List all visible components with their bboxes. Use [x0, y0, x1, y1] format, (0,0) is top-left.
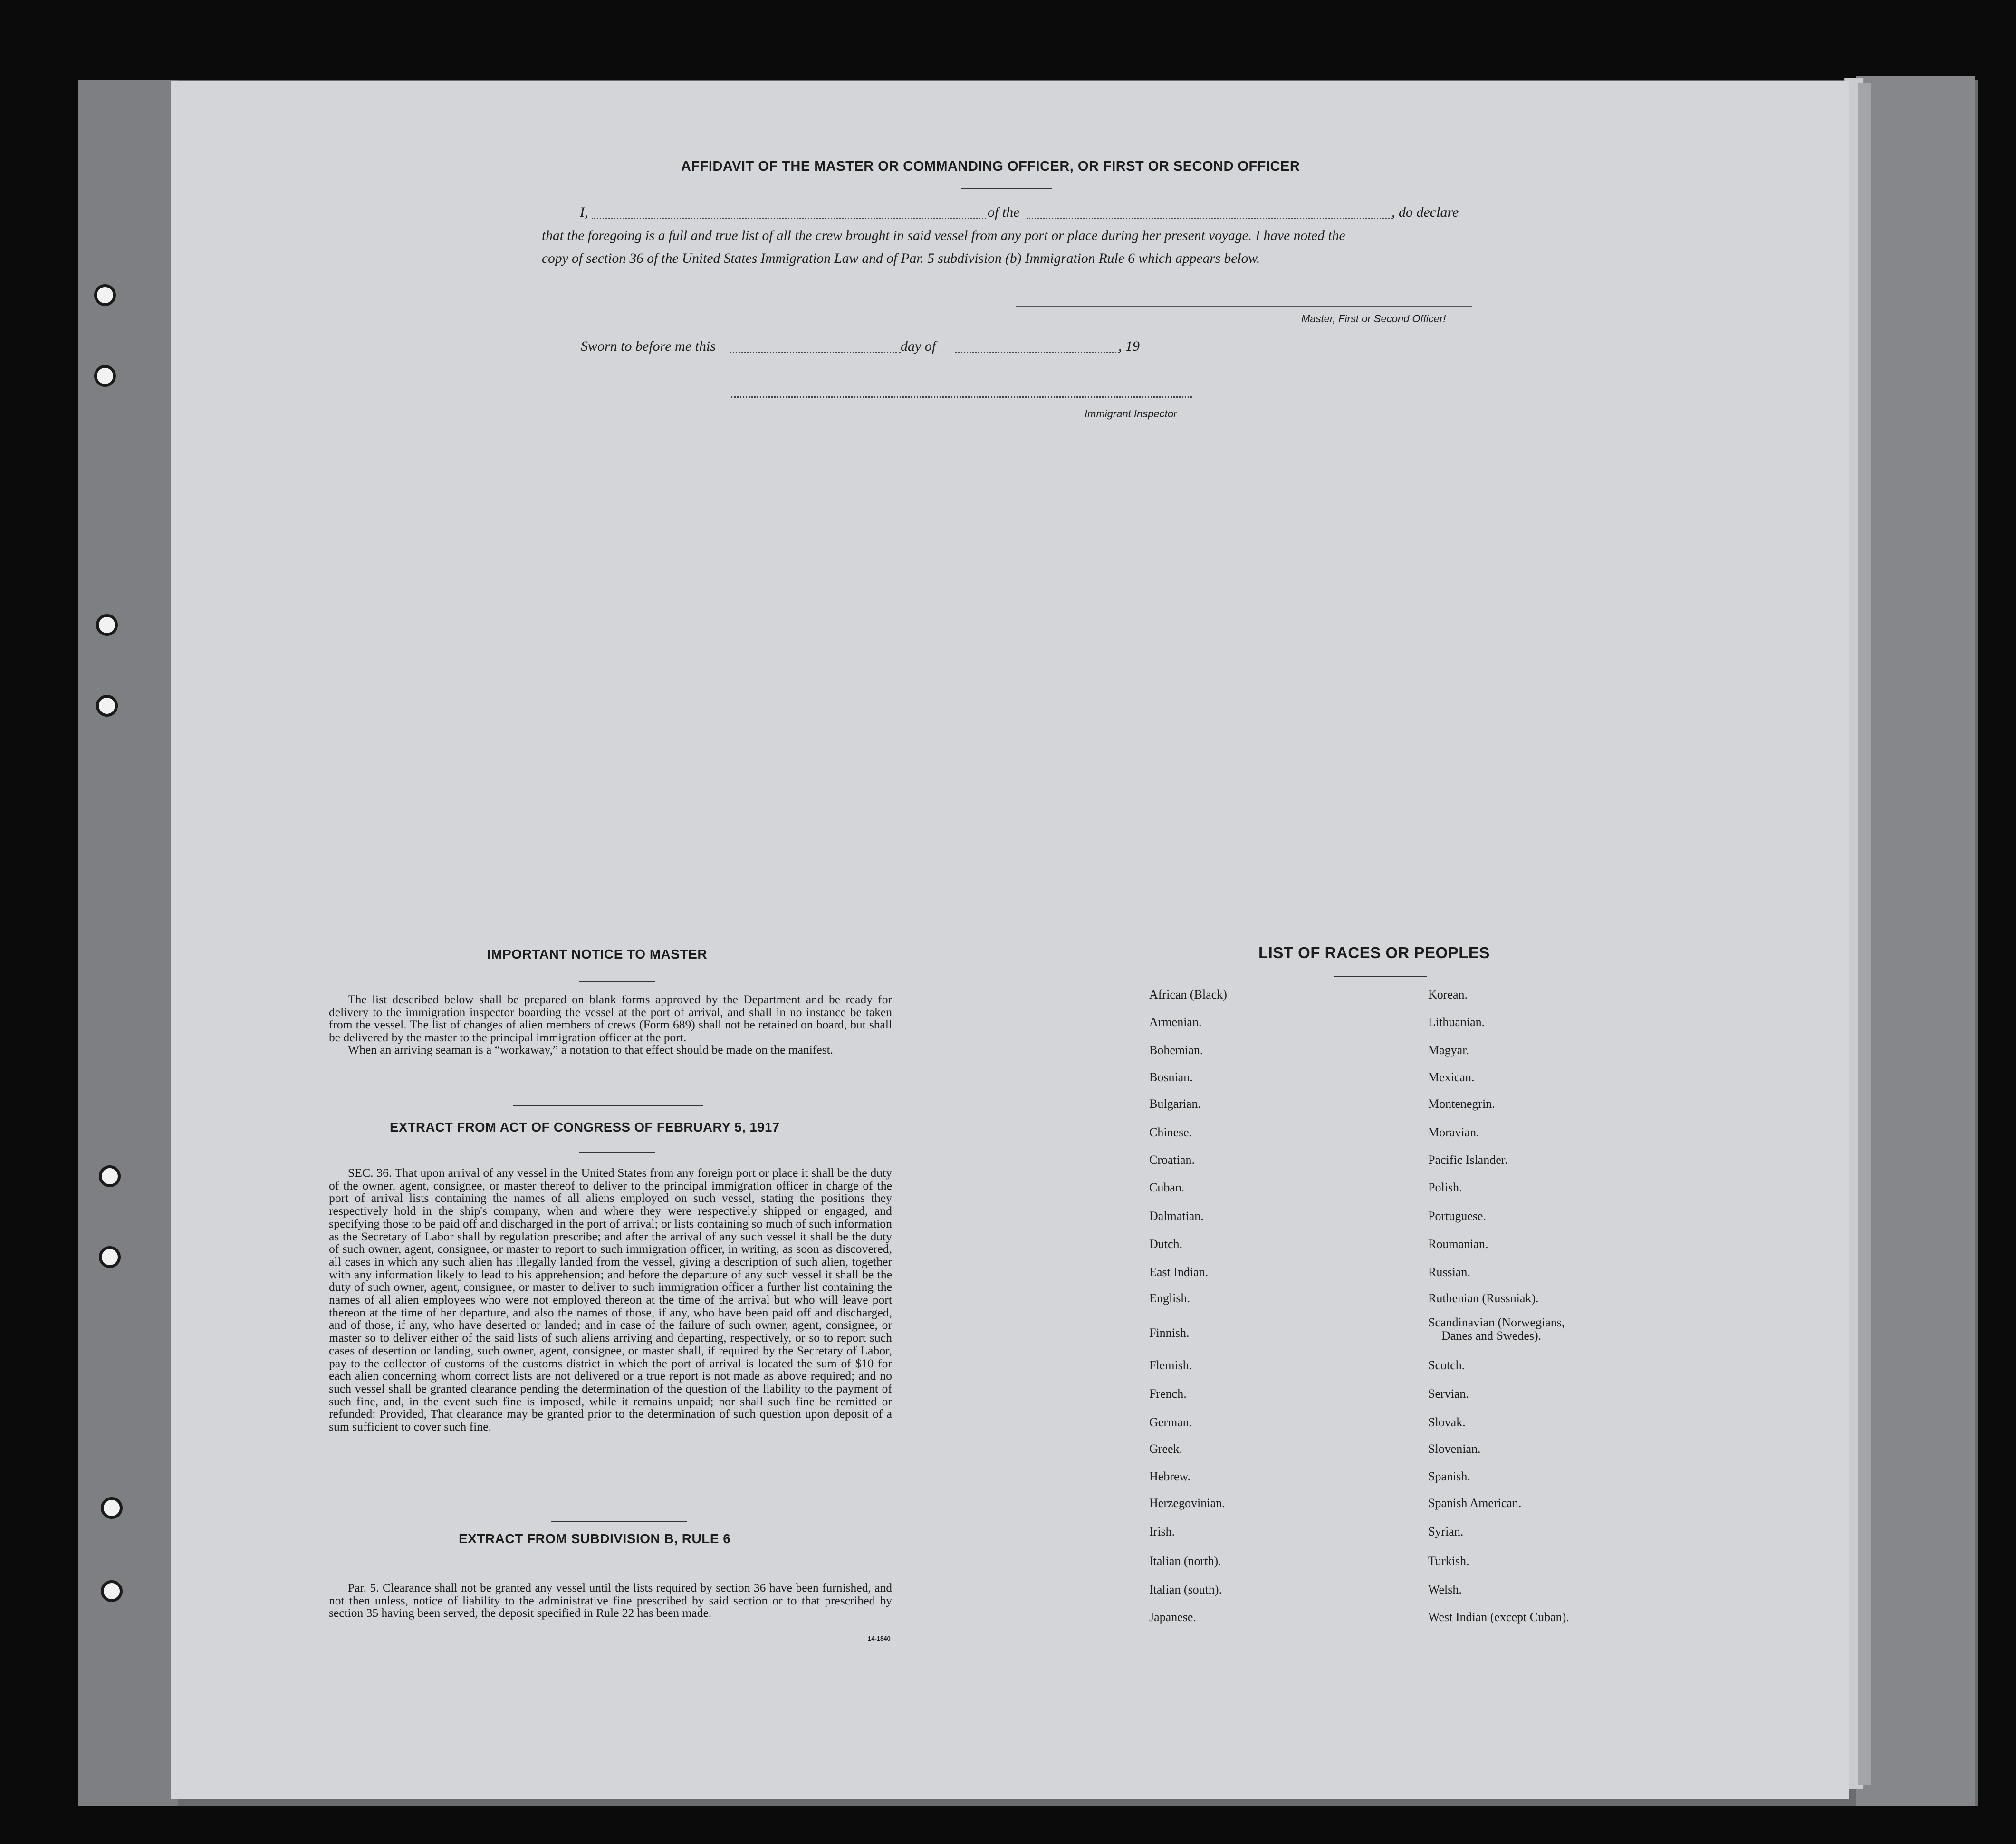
- race-list-item: Scandinavian (Norwegians,: [1428, 1316, 1565, 1329]
- extract-divider: [579, 1152, 655, 1153]
- affidavit-heading: AFFIDAVIT OF THE MASTER OR COMMANDING OFFICER, OR FIRST OR SECOND OFFICER: [681, 159, 1300, 174]
- extract-act-heading: EXTRACT FROM ACT OF CONGRESS OF FEBRUARY 5, 1917: [390, 1120, 780, 1134]
- race-list-item: Japanese.: [1149, 1610, 1196, 1624]
- race-list-item: Hebrew.: [1149, 1469, 1191, 1483]
- year-label: , 19: [1118, 338, 1140, 354]
- affidavit-statement-line: that the foregoing is a full and true list of all the crew brought in said vessel from any port or place during her present voyage. I have noted the: [542, 228, 1345, 243]
- day-of-label: day of: [901, 338, 936, 354]
- race-list-item: Irish.: [1149, 1525, 1175, 1538]
- race-list-item: Portuguese.: [1428, 1209, 1487, 1223]
- race-list-item: Moravian.: [1428, 1125, 1479, 1139]
- race-list-item: Flemish.: [1149, 1358, 1192, 1372]
- race-list-item: Servian.: [1428, 1387, 1469, 1401]
- vessel-blank: [1027, 218, 1392, 219]
- race-list-item: Cuban.: [1149, 1181, 1185, 1194]
- race-list-item: Russian.: [1428, 1265, 1470, 1279]
- races-divider: [1334, 976, 1427, 977]
- binder-hole-icon: [101, 1580, 123, 1602]
- race-list-item: African (Black): [1149, 988, 1227, 1001]
- race-list-item: Greek.: [1149, 1442, 1183, 1456]
- page-stack-edge-inner: [1858, 83, 1871, 1785]
- document-page: [171, 81, 1849, 1799]
- binder-hole-icon: [94, 365, 116, 387]
- race-list-item: Spanish American.: [1428, 1496, 1522, 1510]
- notice-paragraph: When an arriving seaman is a “workaway,” a notation to that effect should be made on the manifest.: [348, 1043, 834, 1056]
- race-list-item: Italian (north).: [1149, 1554, 1221, 1568]
- binder-hole-icon: [96, 695, 118, 717]
- race-list-item: Scotch.: [1428, 1358, 1465, 1372]
- race-list-item: German.: [1149, 1415, 1192, 1429]
- race-list-item: East Indian.: [1149, 1265, 1209, 1279]
- affidavit-declare-label: , do declare: [1392, 204, 1459, 220]
- signature-line: [1016, 306, 1472, 307]
- race-list-item: Dutch.: [1149, 1237, 1183, 1251]
- race-list-item: Pacific Islander.: [1428, 1153, 1508, 1167]
- race-list-item: Korean.: [1428, 988, 1468, 1001]
- race-list-item: Welsh.: [1428, 1583, 1462, 1596]
- signature-label: Master, First or Second Officer!: [1301, 313, 1446, 325]
- race-list-item: Polish.: [1428, 1181, 1462, 1194]
- sworn-month-blank: [955, 352, 1119, 353]
- race-list-item: Slovak.: [1428, 1415, 1466, 1429]
- sworn-day-blank: [730, 352, 901, 353]
- binding-strip-right: [1856, 76, 1975, 1806]
- binder-hole-icon: [99, 1246, 121, 1268]
- race-list-item: Turkish.: [1428, 1554, 1469, 1568]
- section-divider: [513, 1105, 703, 1106]
- race-list-item: Danes and Swedes).: [1441, 1329, 1542, 1343]
- race-list-item: Bulgarian.: [1149, 1097, 1201, 1111]
- sworn-label: Sworn to before me this: [581, 338, 716, 354]
- form-number: 14-1840: [868, 1635, 891, 1642]
- race-list-item: Herzegovinian.: [1149, 1496, 1225, 1510]
- race-list-item: Mexican.: [1428, 1070, 1475, 1084]
- race-list-item: Finnish.: [1149, 1326, 1190, 1340]
- extract-rule-body: [329, 1582, 892, 1620]
- name-blank: [592, 218, 986, 219]
- binder-hole-icon: [101, 1497, 123, 1519]
- binding-strip-left: [78, 80, 178, 1806]
- race-list-item: Bohemian.: [1149, 1043, 1203, 1057]
- race-list-item: French.: [1149, 1387, 1187, 1401]
- race-list-item: Magyar.: [1428, 1043, 1469, 1057]
- extract-act-body: [329, 1167, 892, 1433]
- extract-act-paragraph: SEC. 36. That upon arrival of any vessel in the United States from any foreign port or place it shall be the duty of the owner, agent, consignee, or master thereof to deliver to the principal immigration officer in charge of the port of arrival lists containing the names of all aliens employed on such vessel, stating the positions they respectively hold in the ship's company, when and where they were respectively shipped or engaged, and specifying those to be paid off and discharged in the port of arrival; or lists containing so much of such information as the Secretary of Labor shall by regulation prescribe; and after the arrival of any such vessel it shall be the duty of such owner, agent, consignee, or master to report to such immigration officer, in writing, as soon as discovered, all cases in which any such alien has illegally landed from the vessel, giving a description of such alien, together with any information likely to lead to his apprehension; and before the departure of any such vessel it shall be the duty of such owner, agent, consignee, or master to deliver to such immigration officer a further list containing the names of all alien employees who were not employed thereon at the time of the arrival but who will leave port thereon at the time of her departure, and also the names of those, if any, who have been paid off and discharged, and of those, if any, who have deserted or landed; and in case of the failure of such owner, agent, consignee, or master so to deliver either of the said lists of such aliens arriving and departing, respectively, or so to report such cases of desertion or landing, such owner, agent, consignee, or master shall, if required by the Secretary of Labor, pay to the collector of customs of the customs district in which the port of arrival is located the sum of $10 for each alien concerning whom correct lists are not delivered or a true report is not made as above required; and no such vessel shall be granted clearance pending the determination of the question of the liability to the payment of such fine, and, in the event such fine is imposed, while it remains unpaid; nor shall such fine be remitted or refunded: Provided, That clearance may be granted prior to the determination of such question upon deposit of a sum sufficient to cover such fine.: [329, 1166, 892, 1434]
- race-list-item: Ruthenian (Russniak).: [1428, 1291, 1539, 1305]
- affidavit-statement-line: copy of section 36 of the United States Immigration Law and of Par. 5 subdivision (b) Immigration Rule 6 which appears below.: [542, 251, 1260, 266]
- notice-divider: [579, 981, 655, 982]
- race-list-item: Roumanian.: [1428, 1237, 1488, 1251]
- affidavit-of-the-label: of the: [988, 204, 1020, 220]
- races-heading: LIST OF RACES OR PEOPLES: [1258, 944, 1490, 961]
- race-list-item: West Indian (except Cuban).: [1428, 1610, 1569, 1624]
- extract-rule-heading: EXTRACT FROM SUBDIVISION B, RULE 6: [459, 1531, 731, 1546]
- notice-heading: IMPORTANT NOTICE TO MASTER: [487, 947, 708, 961]
- binder-hole-icon: [96, 614, 118, 636]
- extract-rule-paragraph: Par. 5. Clearance shall not be granted any vessel until the lists required by section 36 have been furnished, and not then unless, notice of liability to the administrative fine prescribed by said section or to that prescribed by section 35 having been served, the deposit specified in Rule 22 has been made.: [329, 1581, 892, 1620]
- race-list-item: Slovenian.: [1428, 1442, 1481, 1456]
- race-list-item: Italian (south).: [1149, 1583, 1222, 1596]
- race-list-item: Croatian.: [1149, 1153, 1195, 1167]
- race-list-item: Syrian.: [1428, 1525, 1464, 1538]
- notice-paragraph: The list described below shall be prepared on blank forms approved by the Department and be ready for delivery to the immigration inspector boarding the vessel at the port of arrival, and shall in no instance be taken from the vessel. The list of changes of alien members of crews (Form 689) shall not be retained on board, but shall be delivered by the master to the principal immigration officer at the port.: [329, 992, 892, 1044]
- race-list-item: English.: [1149, 1291, 1190, 1305]
- race-list-item: Lithuanian.: [1428, 1015, 1485, 1029]
- notice-body: [329, 993, 892, 1056]
- inspector-signature-line: [731, 396, 1192, 398]
- race-list-item: Dalmatian.: [1149, 1209, 1204, 1223]
- section-divider: [551, 1521, 687, 1522]
- race-list-item: Armenian.: [1149, 1015, 1202, 1029]
- heading-divider: [961, 188, 1052, 189]
- binder-hole-icon: [94, 284, 116, 306]
- binder-hole-icon: [99, 1165, 121, 1187]
- race-list-item: Bosnian.: [1149, 1070, 1193, 1084]
- inspector-label: Immigrant Inspector: [1085, 408, 1177, 420]
- race-list-item: Montenegrin.: [1428, 1097, 1495, 1111]
- race-list-item: Spanish.: [1428, 1469, 1470, 1483]
- affidavit-i-label: I,: [580, 204, 588, 220]
- race-list-item: Chinese.: [1149, 1125, 1192, 1139]
